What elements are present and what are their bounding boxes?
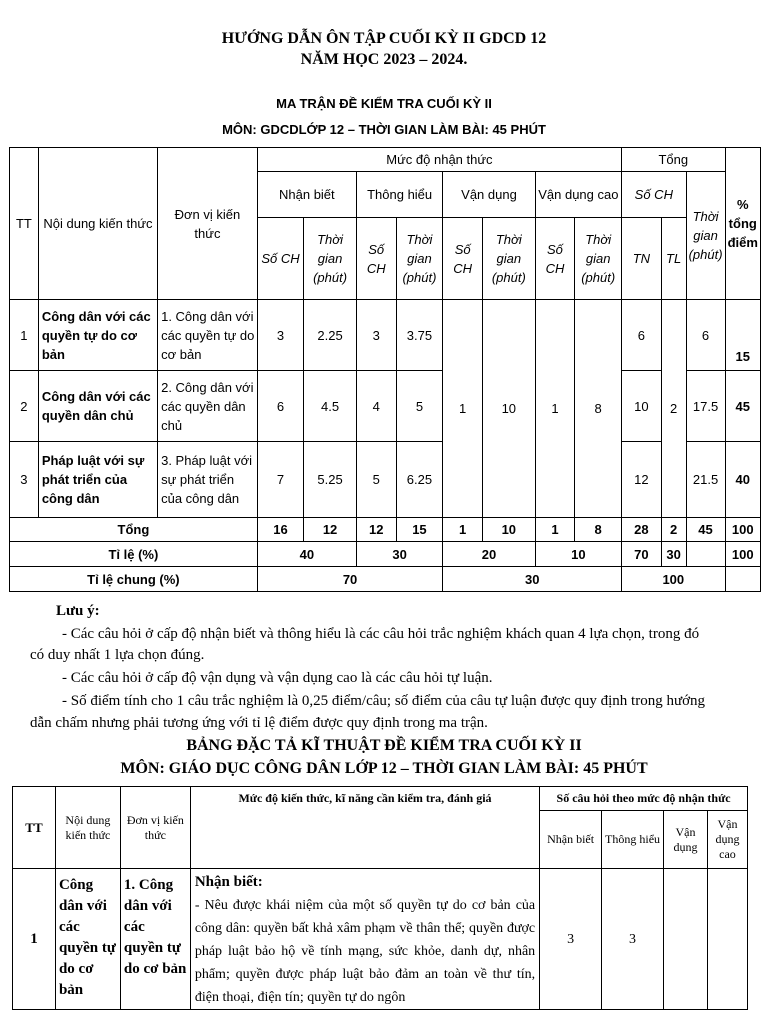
row-unit: 2. Công dân với các quyền dân chủ: [158, 371, 258, 442]
ratio-vdc: 10: [535, 542, 621, 567]
spec-row-unit: 1. Công dân với các quyền tự do cơ bản: [120, 869, 190, 1010]
cell-vd-ch: 1: [443, 300, 483, 518]
table-row: [10, 442, 761, 518]
cell-th-ch: 4: [356, 371, 396, 442]
h-nb: Nhận biết: [257, 172, 356, 218]
row-unit: 1. Công dân với các quyền tự do cơ bản: [158, 300, 258, 371]
total-nb-ch: 16: [257, 518, 303, 542]
spec-h-nb: Nhận biết: [540, 811, 602, 869]
spec-row-tt: 1: [13, 869, 56, 1010]
cell-th-ch: 3: [356, 300, 396, 371]
cell-nb-ch: 6: [257, 371, 303, 442]
ratio-label: Tỉ lệ (%): [10, 542, 258, 567]
cell-vdc-tg: 8: [575, 300, 622, 518]
row-content: Công dân với các quyền dân chủ: [38, 371, 157, 442]
matrix-title: MA TRẬN ĐỀ KIỂM TRA CUỐI KỲ II: [276, 96, 492, 111]
spec-h-content: Nội dung kiến thức: [55, 787, 120, 869]
table-row: [10, 300, 761, 371]
total-th-ch: 12: [356, 518, 396, 542]
total-nb-tg: 12: [304, 518, 357, 542]
total-pct: 100: [725, 518, 760, 542]
h-unit: Đơn vị kiến thức: [158, 148, 258, 300]
h-nb-tg: Thời gian (phút): [304, 218, 357, 300]
h-level: Mức độ nhận thức: [257, 148, 621, 172]
row-tt: 1: [10, 300, 39, 371]
cell-tn: 10: [622, 371, 662, 442]
h-vdc-soch: Số CH: [535, 218, 575, 300]
total-vdc-tg: 8: [575, 518, 622, 542]
table-row: [13, 869, 748, 1010]
cell-tg: 21.5: [686, 442, 725, 518]
h-vd-soch: Số CH: [443, 218, 483, 300]
spec-h-tt: TT: [13, 787, 56, 869]
cell-th-tg: 6.25: [396, 442, 443, 518]
spec-row-content: Công dân với các quyền tự do cơ bản: [55, 869, 120, 1010]
h-total: Tổng: [622, 148, 725, 172]
cell-nb-tg: 5.25: [304, 442, 357, 518]
general-vd-vdc: 30: [443, 567, 622, 592]
cell-th-tg: 5: [396, 371, 443, 442]
ratio-row: [10, 542, 761, 567]
cell-nb-ch: 3: [257, 300, 303, 371]
note-3: - Số điểm tính cho 1 câu trắc nghiệm là 0,25 điểm/câu; số điểm của câu tự luận được quy định trong hướng: [62, 693, 706, 709]
h-nb-soch: Số CH: [257, 218, 303, 300]
cell-th-ch: 5: [356, 442, 396, 518]
h-tg-total: Thời gian (phút): [686, 172, 725, 300]
cell-pct: 40: [725, 442, 760, 518]
spec-h-count: Số câu hỏi theo mức độ nhận thức: [540, 787, 748, 811]
spec-h-vd: Vận dụng: [664, 811, 708, 869]
spec-row-desc: [190, 869, 539, 1010]
cell-tg: 6: [686, 300, 725, 371]
spec-row-vd: [664, 869, 708, 1010]
h-soch-total: Số CH: [622, 172, 686, 218]
general-row: [10, 567, 761, 592]
total-tl: 2: [661, 518, 686, 542]
cell-nb-tg: 4.5: [304, 371, 357, 442]
spec-row-vdc: [707, 869, 747, 1010]
ratio-tl: 30: [661, 542, 686, 567]
spec-row-th: 3: [602, 869, 664, 1010]
h-th-tg: Thời gian (phút): [396, 218, 443, 300]
cell-vdc-ch: 1: [535, 300, 575, 518]
spec-h-unit: Đơn vị kiến thức: [120, 787, 190, 869]
general-label: Tỉ lệ chung (%): [10, 567, 258, 592]
spec-title: BẢNG ĐẶC TẢ KĨ THUẬT ĐỀ KIỂM TRA CUỐI KỲ II: [186, 737, 582, 754]
note-2: - Các câu hỏi ở cấp độ vận dụng và vận dụng cao là các câu hỏi tự luận.: [62, 670, 493, 686]
row-content: Công dân với các quyền tự do cơ bản: [38, 300, 157, 371]
h-th: Thông hiểu: [356, 172, 442, 218]
cell-pct: 45: [725, 371, 760, 442]
total-vdc-ch: 1: [535, 518, 575, 542]
ratio-pct: 100: [725, 542, 760, 567]
ratio-tn: 70: [622, 542, 662, 567]
spec-desc-text: - Nêu được khái niệm của một số quyền tự do cơ bản của công dân: quyền bất khả xâm phạm về thân thể; quyền được pháp luật bảo hộ về tính mạng, sức khỏe, danh dự, nhân phẩm; quyền được pháp luật bảo đảm an toàn về thư tín, điện thoại, điện tín; quyền tự do ngôn: [194, 898, 536, 1005]
total-vd-tg: 10: [482, 518, 535, 542]
cell-tg: 17.5: [686, 371, 725, 442]
ratio-nb: 40: [257, 542, 356, 567]
total-th-tg: 15: [396, 518, 443, 542]
cell-vd-tg: 10: [482, 300, 535, 518]
h-vdc: Vận dụng cao: [535, 172, 621, 218]
row-tt: 3: [10, 442, 39, 518]
row-content: Pháp luật với sự phát triển của công dân: [38, 442, 157, 518]
cell-th-tg: 3.75: [396, 300, 443, 371]
h-vd-tg: Thời gian (phút): [482, 218, 535, 300]
cell-nb-tg: 2.25: [304, 300, 357, 371]
ratio-vd: 20: [443, 542, 535, 567]
spec-table: [12, 786, 748, 1010]
matrix-table: [9, 147, 761, 592]
h-vdc-tg: Thời gian (phút): [575, 218, 622, 300]
total-row: [10, 518, 761, 542]
matrix-subtitle: MÔN: GDCDLỚP 12 – THỜI GIAN LÀM BÀI: 45 PHÚT: [222, 122, 546, 137]
spec-h-vdc: Vận dụng cao: [707, 811, 747, 869]
doc-title-line2: NĂM HỌC 2023 – 2024.: [300, 51, 468, 68]
doc-title-line1: HƯỚNG DẪN ÔN TẬP CUỐI KỲ II GDCD 12: [221, 30, 547, 47]
spec-desc-heading: Nhận biết:: [194, 874, 263, 890]
general-total: 100: [622, 567, 725, 592]
total-label: Tổng: [10, 518, 258, 542]
h-percent: % tổng điểm: [725, 148, 760, 300]
table-row: [10, 371, 761, 442]
row-tt: 2: [10, 371, 39, 442]
spec-h-th: Thông hiểu: [602, 811, 664, 869]
total-vd-ch: 1: [443, 518, 483, 542]
h-vd: Vận dụng: [443, 172, 535, 218]
h-tn: TN: [622, 218, 662, 300]
cell-pct: 15: [725, 300, 760, 371]
total-tn: 28: [622, 518, 662, 542]
note-3b: dẫn chấm nhưng phải tương ứng với tỉ lệ điểm được quy định trong ma trận.: [30, 715, 488, 731]
h-th-soch: Số CH: [356, 218, 396, 300]
note-heading: Lưu ý:: [56, 603, 100, 619]
total-tg: 45: [686, 518, 725, 542]
note-1: - Các câu hỏi ở cấp độ nhận biết và thông hiểu là các câu hỏi trắc nghiệm khách quan 4 lựa chọn, trong đó: [62, 626, 700, 642]
h-tt: TT: [10, 148, 39, 300]
row-unit: 3. Pháp luật với sự phát triển của công dân: [158, 442, 258, 518]
ratio-th: 30: [356, 542, 442, 567]
general-nb-th: 70: [257, 567, 443, 592]
cell-tn: 6: [622, 300, 662, 371]
note-1b: có duy nhất 1 lựa chọn đúng.: [30, 647, 205, 663]
cell-tn: 12: [622, 442, 662, 518]
cell-nb-ch: 7: [257, 442, 303, 518]
h-tl: TL: [661, 218, 686, 300]
cell-tl: 2: [661, 300, 686, 518]
spec-subtitle: MÔN: GIÁO DỤC CÔNG DÂN LỚP 12 – THỜI GIAN LÀM BÀI: 45 PHÚT: [120, 760, 648, 777]
spec-h-level: Mức độ kiến thức, kĩ năng cần kiểm tra, đánh giá: [190, 787, 539, 869]
spec-row-nb: 3: [540, 869, 602, 1010]
h-content: Nội dung kiến thức: [38, 148, 157, 300]
